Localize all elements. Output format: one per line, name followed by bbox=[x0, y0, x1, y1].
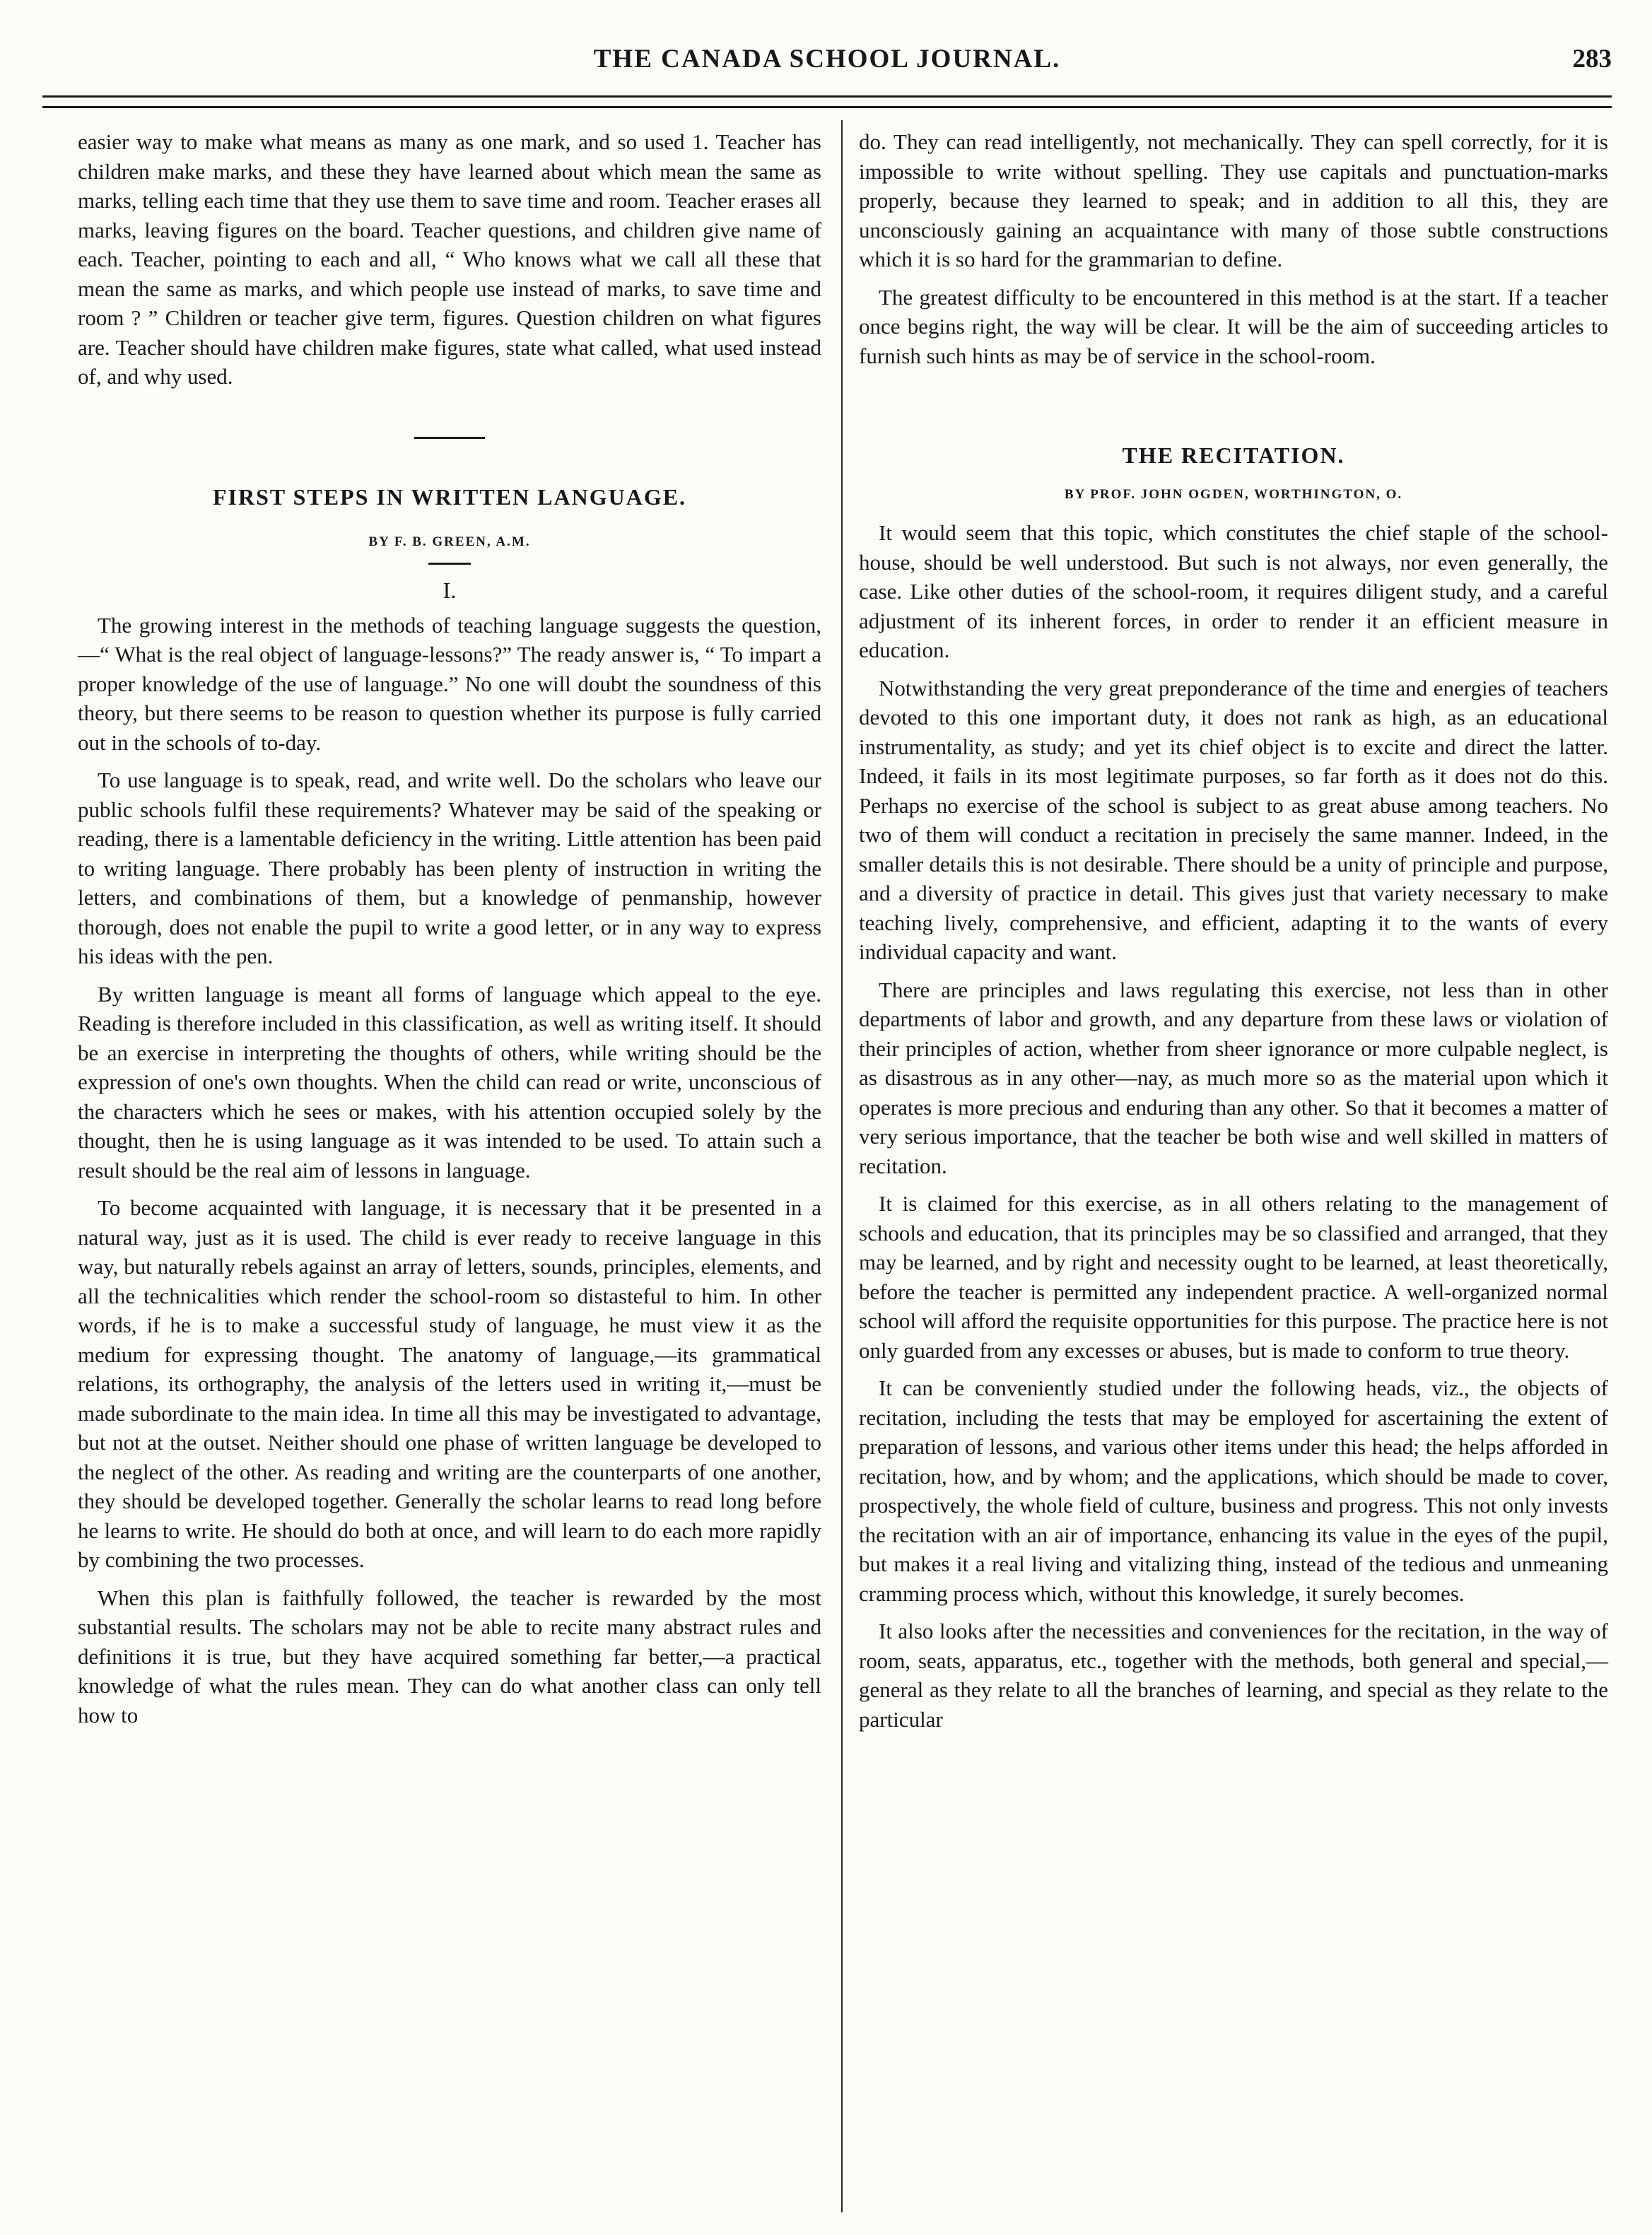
header-rule-bottom bbox=[42, 106, 1612, 108]
article-byline: BY F. B. GREEN, A.M. bbox=[368, 534, 531, 549]
page-number: 283 bbox=[1572, 45, 1612, 74]
article-paragraph: It also looks after the necessities and conveniences for the recitation, in the way of room, seats, apparatus, etc., together with the methods, both general and special,—general as they relate to all the branches of learning, and special as they relate to the particular bbox=[859, 1619, 1608, 1732]
article-paragraph: When this plan is faithfully followed, the teacher is rewarded by the most substantial results. The scholars may not be able to recite many abstract rules and definitions it is true, but they have acquired something far better,—a practical knowledge of what the rules mean. They can do what another class can only tell how to bbox=[78, 1585, 821, 1727]
article-paragraph: To use language is to speak, read, and write well. Do the scholars who leave our public schools fulfil these requirements? Whatever may be said of the speaking or reading, there is a lamentable deficiency in the writing. Little attention has been paid to writing language. There probably has been plenty of instruction in writing the letters, and combinations of them, but a knowledge of penmanship, however thorough, does not enable the pupil to write a good letter, or in any way to express his ideas with the pen. bbox=[78, 768, 821, 968]
article-paragraph: It would seem that this topic, which constitutes the chief staple of the school-house, should be well understood. But such is not always, nor even generally, the case. Like other duties of the school-room, it requires diligent study, and a careful adjustment of its inherent forces, in order to render it an efficient measure in education. bbox=[859, 520, 1608, 662]
article-title: THE RECITATION. bbox=[1122, 442, 1345, 468]
left-column bbox=[78, 127, 821, 1738]
article-title: FIRST STEPS IN WRITTEN LANGUAGE. bbox=[212, 483, 687, 510]
intro-paragraph: easier way to make what means as many as one mark, and so used 1. Teacher has children make marks, and these they have learned about which mean the same as marks, telling each time that they use them to save time and room. Teacher erases all marks, leaving figures on the board. Teacher questions, and children give name of each. Teacher, pointing to each and all, “ Who knows what we call all these that mean the same as marks, and which people use instead of marks, to save time and room ? ” Children or teacher give term, figures. Question children on what figures are. Teacher should have children make figures, state what called, what used instead of, and why used. bbox=[78, 129, 821, 389]
continuation-paragraph: The greatest difficulty to be encountered in this method is at the start. If a teacher once begins right, the way will be clear. It will be the aim of succeeding articles to furnish such hints as may be of service in the school-room. bbox=[859, 284, 1608, 368]
article-paragraph: Notwithstanding the very great preponderance of the time and energies of teachers devoted to this one important duty, it does not rank as high, as an educational instrumentality, as study; and yet its chief object is to excite and direct the latter. Indeed, it fails in its most legitimate purposes, so far forth as it does not do this. Perhaps no exercise of the school is subject to as great abuse among teachers. No two of them will conduct a recitation in precisely the same manner. Indeed, in the smaller details this is not desirable. There should be a unity of principle and purpose, and a diversity of practice in detail. This gives just that variety necessary to make teaching lively, comprehensive, and efficient, adapting it to the wants of every individual capacity and want. bbox=[859, 675, 1608, 964]
article-paragraph: The growing interest in the methods of teaching language suggests the question,—“ What is the real object of language-lessons?” The ready answer is, “ To impart a proper knowledge of the use of language.” No one will doubt the soundness of this theory, but there seems to be reason to question whether its purpose is fully carried out in the schools of to-day. bbox=[78, 612, 821, 755]
continuation-paragraph: do. They can read intelligently, not mechanically. They can spell correctly, for it is impossible to write without spelling. They use capitals and punctuation-marks properly, because they learned to speak; and in addition to all this, they are unconsciously gaining an acquaintance with many of those subtle constructions which it is so hard for the grammarian to define. bbox=[859, 129, 1608, 271]
article-paragraph: It is claimed for this exercise, as in all others relating to the management of schools and education, that its principles may be so classified and arranged, that they may be learned, and by right and necessity ought to be learned, at least theoretically, before the teacher is permitted any independent practice. A well-organized normal school will afford the requisite opportunities for this purpose. The practice here is not only guarded from any excesses or abuses, but is made to conform to true theory. bbox=[859, 1191, 1608, 1363]
section-number: I. bbox=[443, 577, 457, 603]
page-header bbox=[42, 24, 1612, 88]
article-byline: BY PROF. JOHN OGDEN, WORTHINGTON, O. bbox=[1064, 487, 1403, 502]
article-paragraph: By written language is meant all forms of language which appeal to the eye. Reading is therefore included in this classification, as well as writing itself. It should be an exercise in interpreting the thoughts of others, while writing should be the expression of one's own thoughts. When the child can read or write, unconscious of the characters which he sees or makes, with his attention occupied solely by the thought, then he is using language as it was intended to be used. To attain such a result should be the real aim of lessons in language. bbox=[78, 981, 821, 1183]
right-column bbox=[859, 127, 1608, 1742]
column-divider bbox=[841, 120, 843, 2212]
article-paragraph: There are principles and laws regulating this exercise, not less than in other departments of labor and growth, and any departure from these laws or violation of their principles of action, whether from sheer ignorance or more culpable neglect, is as disastrous as in any other—nay, as much more so as the material upon which it operates is more precious and enduring than any other. So that it becomes a matter of very serious importance, that the teacher be both wise and well skilled in matters of recitation. bbox=[859, 977, 1608, 1178]
article-paragraph: To become acquainted with language, it is necessary that it be presented in a natural way, just as it is used. The child is ever ready to receive language in this way, but naturally rebels against an array of letters, sounds, principles, elements, and all the technicalities which render the school-room so distasteful to him. In other words, if he is to make a successful study of language, he must view it as the medium for expressing thought. The anatomy of language,—its grammatical relations, its orthography, the analysis of the letters used in writing it,—must be made subordinate to the main idea. In time all this may be investigated to advantage, but not at the outset. Neither should one phase of written language be developed to the neglect of the other. As reading and writing are the counterparts of one another, they should be developed together. Generally the scholar learns to read long before he learns to write. He should do both at once, and will learn to do each more rapidly by combining the two processes. bbox=[78, 1195, 821, 1572]
header-rule-top bbox=[42, 95, 1612, 98]
article-paragraph: It can be conveniently studied under the following heads, viz., the objects of recitation, including the tests that may be employed for ascertaining the extent of preparation of lessons, and various other items under this head; the helps afforded in recitation, how, and by whom; and the applications, which should be made to cover, prospectively, the whole field of culture, business and progress. This not only invests the recitation with an air of importance, enhancing its value in the eyes of the pupil, but makes it a real living and vitalizing thing, instead of the tedious and unmeaning cramming process which, without this knowledge, it surely becomes. bbox=[859, 1375, 1608, 1606]
journal-title: THE CANADA SCHOOL JOURNAL. bbox=[593, 45, 1061, 74]
